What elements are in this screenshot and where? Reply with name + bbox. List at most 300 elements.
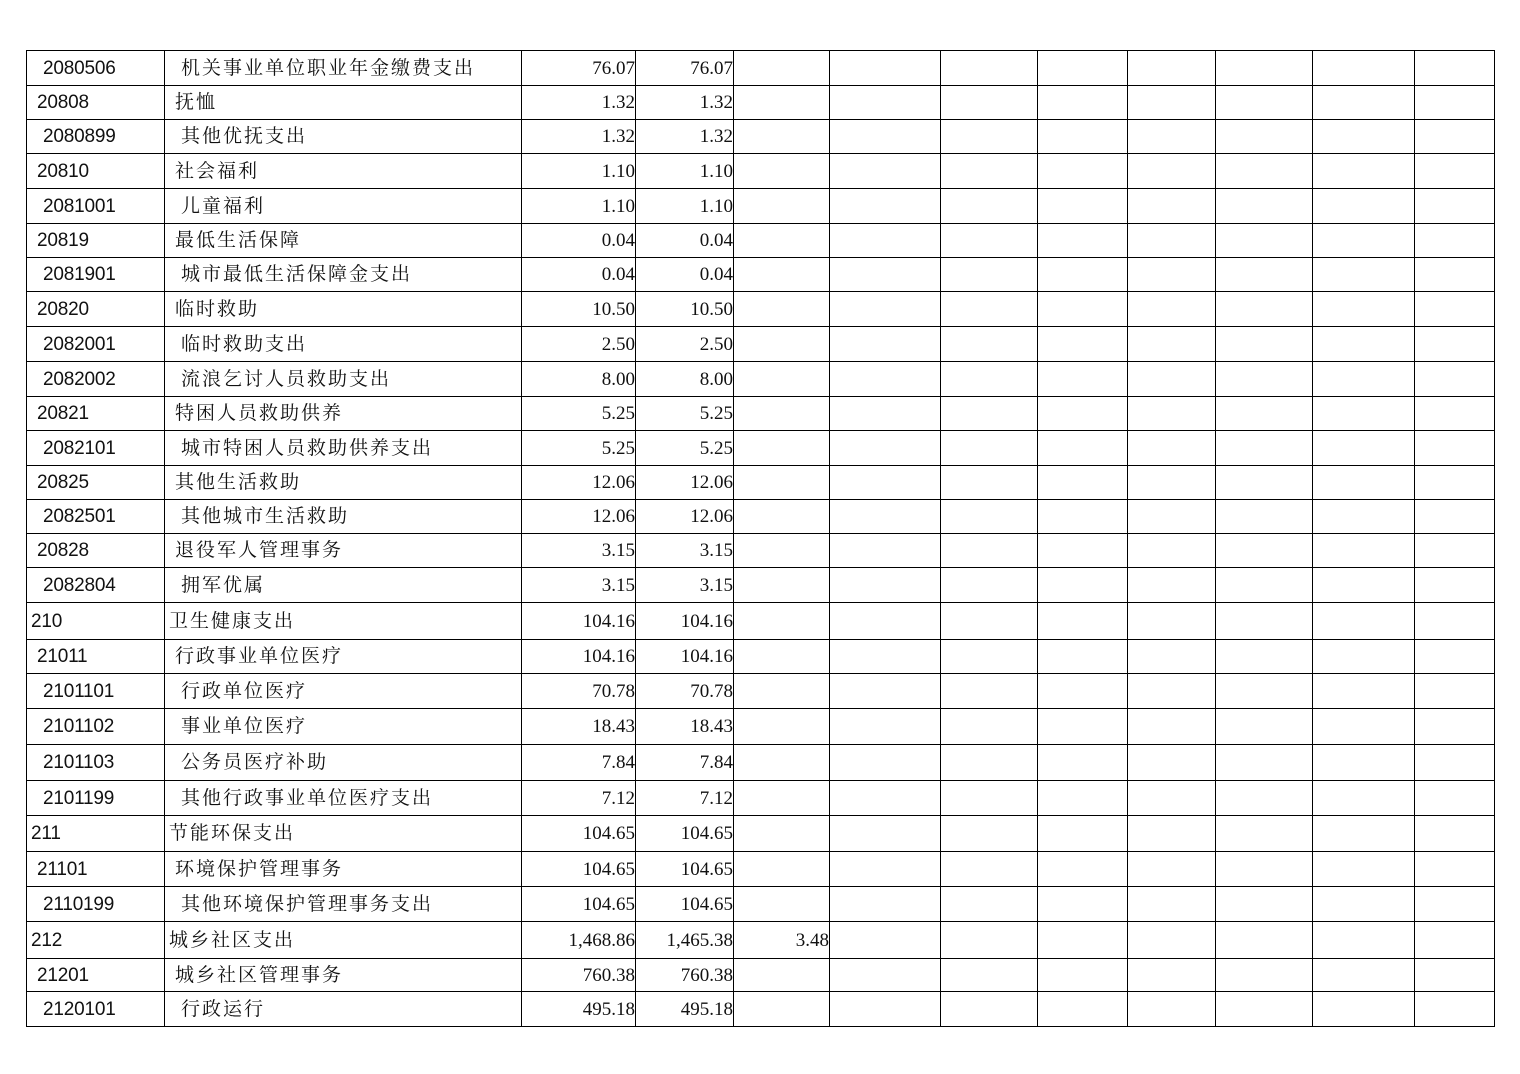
basic-expenditure-cell: 7.84 [636,745,734,781]
empty-cell [1128,431,1216,466]
budget-code-cell: 2080899 [27,120,165,154]
budget-item-name-cell: 拥军优属 [165,568,522,603]
table-row [27,640,1495,674]
empty-cell [941,887,1038,922]
empty-cell [1128,781,1216,816]
budget-item-name-cell: 退役军人管理事务 [165,534,522,568]
empty-cell [1415,922,1495,959]
budget-item-name-cell: 最低生活保障 [165,224,522,258]
empty-cell [1313,887,1415,922]
empty-cell [1415,327,1495,362]
table-row [27,745,1495,781]
empty-cell [1038,292,1128,327]
empty-cell [941,397,1038,431]
budget-code-cell: 2082001 [27,327,165,362]
empty-cell [830,189,941,224]
empty-cell [1415,189,1495,224]
total-amount-cell: 495.18 [522,992,636,1027]
budget-code-cell: 2081001 [27,189,165,224]
basic-expenditure-cell: 3.15 [636,534,734,568]
total-amount-cell: 5.25 [522,397,636,431]
empty-cell [830,258,941,292]
basic-expenditure-cell: 5.25 [636,431,734,466]
budget-item-name-cell: 社会福利 [165,154,522,189]
empty-cell [1415,431,1495,466]
empty-cell [1038,154,1128,189]
table-row [27,431,1495,466]
project-expenditure-cell [734,292,830,327]
empty-cell [1415,959,1495,992]
empty-cell [1313,500,1415,534]
total-amount-cell: 104.65 [522,816,636,852]
empty-cell [1415,640,1495,674]
empty-cell [830,86,941,120]
table-row [27,292,1495,327]
empty-cell [1313,640,1415,674]
budget-code-cell: 21101 [27,852,165,887]
empty-cell [1038,781,1128,816]
empty-cell [830,568,941,603]
project-expenditure-cell [734,534,830,568]
project-expenditure-cell [734,887,830,922]
table-row [27,327,1495,362]
empty-cell [1128,640,1216,674]
table-row [27,992,1495,1027]
table-row [27,887,1495,922]
empty-cell [1128,224,1216,258]
project-expenditure-cell [734,431,830,466]
table-row [27,86,1495,120]
table-row [27,466,1495,500]
basic-expenditure-cell: 8.00 [636,362,734,397]
empty-cell [1128,816,1216,852]
empty-cell [1415,992,1495,1027]
empty-cell [941,327,1038,362]
project-expenditure-cell [734,224,830,258]
empty-cell [1313,992,1415,1027]
empty-cell [1313,816,1415,852]
empty-cell [941,922,1038,959]
table-row [27,568,1495,603]
total-amount-cell: 104.65 [522,852,636,887]
total-amount-cell: 1.32 [522,86,636,120]
table-row [27,258,1495,292]
budget-code-cell: 2110199 [27,887,165,922]
empty-cell [1216,189,1313,224]
empty-cell [830,362,941,397]
table-row [27,154,1495,189]
empty-cell [1038,959,1128,992]
project-expenditure-cell [734,258,830,292]
budget-code-cell: 211 [27,816,165,852]
total-amount-cell: 12.06 [522,466,636,500]
budget-code-cell: 2082804 [27,568,165,603]
empty-cell [1038,816,1128,852]
empty-cell [941,292,1038,327]
empty-cell [1216,887,1313,922]
table-row [27,603,1495,640]
table-row [27,816,1495,852]
project-expenditure-cell [734,674,830,709]
empty-cell [1038,852,1128,887]
budget-code-cell: 2081901 [27,258,165,292]
budget-code-cell: 20808 [27,86,165,120]
empty-cell [830,51,941,86]
budget-item-name-cell: 特困人员救助供养 [165,397,522,431]
table-row [27,534,1495,568]
empty-cell [1128,959,1216,992]
empty-cell [1128,327,1216,362]
empty-cell [1038,431,1128,466]
basic-expenditure-cell: 104.65 [636,887,734,922]
total-amount-cell: 2.50 [522,327,636,362]
budget-code-cell: 2120101 [27,992,165,1027]
budget-item-name-cell: 流浪乞讨人员救助支出 [165,362,522,397]
empty-cell [941,816,1038,852]
total-amount-cell: 7.84 [522,745,636,781]
basic-expenditure-cell: 495.18 [636,992,734,1027]
empty-cell [830,431,941,466]
budget-code-cell: 20810 [27,154,165,189]
empty-cell [1128,500,1216,534]
empty-cell [830,120,941,154]
empty-cell [1313,534,1415,568]
empty-cell [1038,745,1128,781]
empty-cell [1415,887,1495,922]
empty-cell [830,534,941,568]
project-expenditure-cell [734,120,830,154]
empty-cell [1216,224,1313,258]
empty-cell [1415,292,1495,327]
empty-cell [1038,189,1128,224]
budget-item-name-cell: 城市特困人员救助供养支出 [165,431,522,466]
budget-code-cell: 2080506 [27,51,165,86]
budget-code-cell: 2082002 [27,362,165,397]
empty-cell [1038,86,1128,120]
project-expenditure-cell [734,154,830,189]
empty-cell [1128,397,1216,431]
empty-cell [1313,86,1415,120]
empty-cell [1216,603,1313,640]
empty-cell [830,709,941,745]
empty-cell [830,640,941,674]
budget-code-cell: 2101102 [27,709,165,745]
project-expenditure-cell [734,640,830,674]
empty-cell [941,674,1038,709]
budget-item-name-cell: 事业单位医疗 [165,709,522,745]
basic-expenditure-cell: 1.10 [636,189,734,224]
empty-cell [830,816,941,852]
empty-cell [830,992,941,1027]
table-row [27,362,1495,397]
table-row [27,781,1495,816]
total-amount-cell: 76.07 [522,51,636,86]
total-amount-cell: 8.00 [522,362,636,397]
total-amount-cell: 3.15 [522,534,636,568]
empty-cell [941,189,1038,224]
budget-item-name-cell: 机关事业单位职业年金缴费支出 [165,51,522,86]
empty-cell [830,781,941,816]
empty-cell [941,781,1038,816]
empty-cell [1313,745,1415,781]
empty-cell [1038,466,1128,500]
empty-cell [1038,534,1128,568]
budget-item-name-cell: 环境保护管理事务 [165,852,522,887]
project-expenditure-cell [734,362,830,397]
empty-cell [1313,709,1415,745]
empty-cell [1038,51,1128,86]
empty-cell [1415,534,1495,568]
empty-cell [830,887,941,922]
empty-cell [1128,466,1216,500]
empty-cell [941,258,1038,292]
table-row [27,224,1495,258]
project-expenditure-cell [734,959,830,992]
empty-cell [1216,258,1313,292]
basic-expenditure-cell: 1.32 [636,86,734,120]
project-expenditure-cell [734,466,830,500]
empty-cell [1038,362,1128,397]
basic-expenditure-cell: 760.38 [636,959,734,992]
budget-code-cell: 2082101 [27,431,165,466]
empty-cell [830,745,941,781]
empty-cell [1038,500,1128,534]
empty-cell [1415,745,1495,781]
empty-cell [830,922,941,959]
basic-expenditure-cell: 0.04 [636,258,734,292]
budget-item-name-cell: 城乡社区支出 [165,922,522,959]
total-amount-cell: 0.04 [522,224,636,258]
empty-cell [1216,959,1313,992]
empty-cell [1038,992,1128,1027]
budget-item-name-cell: 公务员医疗补助 [165,745,522,781]
empty-cell [1216,745,1313,781]
project-expenditure-cell [734,603,830,640]
empty-cell [1415,154,1495,189]
project-expenditure-cell [734,745,830,781]
empty-cell [1128,189,1216,224]
empty-cell [830,292,941,327]
empty-cell [1415,466,1495,500]
empty-cell [1038,258,1128,292]
empty-cell [1415,709,1495,745]
basic-expenditure-cell: 104.16 [636,640,734,674]
empty-cell [1313,327,1415,362]
empty-cell [1313,362,1415,397]
empty-cell [1128,292,1216,327]
budget-item-name-cell: 抚恤 [165,86,522,120]
basic-expenditure-cell: 76.07 [636,51,734,86]
budget-item-name-cell: 其他环境保护管理事务支出 [165,887,522,922]
empty-cell [1038,887,1128,922]
empty-cell [1313,189,1415,224]
empty-cell [1128,568,1216,603]
total-amount-cell: 18.43 [522,709,636,745]
empty-cell [1216,431,1313,466]
total-amount-cell: 760.38 [522,959,636,992]
empty-cell [1313,258,1415,292]
empty-cell [1216,327,1313,362]
empty-cell [1415,51,1495,86]
table-row [27,922,1495,959]
empty-cell [830,500,941,534]
empty-cell [1216,709,1313,745]
empty-cell [1038,640,1128,674]
empty-cell [1128,154,1216,189]
empty-cell [1216,534,1313,568]
total-amount-cell: 12.06 [522,500,636,534]
empty-cell [1128,922,1216,959]
basic-expenditure-cell: 70.78 [636,674,734,709]
empty-cell [941,500,1038,534]
empty-cell [941,154,1038,189]
empty-cell [1415,816,1495,852]
empty-cell [941,640,1038,674]
empty-cell [830,674,941,709]
budget-code-cell: 20819 [27,224,165,258]
empty-cell [1128,603,1216,640]
empty-cell [1313,154,1415,189]
table-body [27,51,1495,1027]
budget-code-cell: 2101199 [27,781,165,816]
empty-cell [1216,674,1313,709]
total-amount-cell: 1,468.86 [522,922,636,959]
basic-expenditure-cell: 5.25 [636,397,734,431]
table-row [27,51,1495,86]
empty-cell [1128,709,1216,745]
empty-cell [1415,120,1495,154]
budget-item-name-cell: 临时救助支出 [165,327,522,362]
table-row [27,120,1495,154]
project-expenditure-cell [734,709,830,745]
budget-expenditure-table [26,50,1495,1027]
empty-cell [1313,922,1415,959]
basic-expenditure-cell: 18.43 [636,709,734,745]
empty-cell [1216,362,1313,397]
project-expenditure-cell [734,189,830,224]
empty-cell [1216,397,1313,431]
empty-cell [1038,603,1128,640]
total-amount-cell: 5.25 [522,431,636,466]
project-expenditure-cell [734,568,830,603]
empty-cell [1313,120,1415,154]
empty-cell [1313,224,1415,258]
project-expenditure-cell [734,397,830,431]
budget-item-name-cell: 其他行政事业单位医疗支出 [165,781,522,816]
total-amount-cell: 1.10 [522,189,636,224]
empty-cell [1038,922,1128,959]
empty-cell [1216,816,1313,852]
empty-cell [941,709,1038,745]
basic-expenditure-cell: 0.04 [636,224,734,258]
empty-cell [1216,992,1313,1027]
budget-code-cell: 2101101 [27,674,165,709]
empty-cell [1313,603,1415,640]
project-expenditure-cell [734,51,830,86]
empty-cell [1415,224,1495,258]
empty-cell [1313,781,1415,816]
basic-expenditure-cell: 7.12 [636,781,734,816]
empty-cell [941,534,1038,568]
empty-cell [1216,466,1313,500]
empty-cell [1216,154,1313,189]
empty-cell [1415,852,1495,887]
empty-cell [1128,887,1216,922]
empty-cell [1128,992,1216,1027]
budget-code-cell: 20825 [27,466,165,500]
basic-expenditure-cell: 1,465.38 [636,922,734,959]
empty-cell [1038,568,1128,603]
empty-cell [1415,362,1495,397]
total-amount-cell: 1.10 [522,154,636,189]
budget-item-name-cell: 城市最低生活保障金支出 [165,258,522,292]
empty-cell [1216,292,1313,327]
total-amount-cell: 104.16 [522,640,636,674]
empty-cell [1216,781,1313,816]
budget-item-name-cell: 行政事业单位医疗 [165,640,522,674]
empty-cell [1038,224,1128,258]
total-amount-cell: 3.15 [522,568,636,603]
empty-cell [830,603,941,640]
empty-cell [941,603,1038,640]
empty-cell [1128,362,1216,397]
empty-cell [941,959,1038,992]
empty-cell [1128,852,1216,887]
empty-cell [1216,852,1313,887]
empty-cell [1038,674,1128,709]
empty-cell [1216,120,1313,154]
empty-cell [941,86,1038,120]
basic-expenditure-cell: 3.15 [636,568,734,603]
budget-code-cell: 210 [27,603,165,640]
empty-cell [1128,258,1216,292]
empty-cell [1415,86,1495,120]
budget-code-cell: 212 [27,922,165,959]
empty-cell [1415,568,1495,603]
total-amount-cell: 104.65 [522,887,636,922]
empty-cell [1415,781,1495,816]
project-expenditure-cell [734,327,830,362]
empty-cell [830,852,941,887]
empty-cell [1313,466,1415,500]
total-amount-cell: 1.32 [522,120,636,154]
empty-cell [1128,86,1216,120]
empty-cell [1313,852,1415,887]
empty-cell [1038,709,1128,745]
empty-cell [1216,568,1313,603]
table-row [27,189,1495,224]
budget-item-name-cell: 城乡社区管理事务 [165,959,522,992]
budget-item-name-cell: 节能环保支出 [165,816,522,852]
total-amount-cell: 0.04 [522,258,636,292]
budget-item-name-cell: 其他优抚支出 [165,120,522,154]
basic-expenditure-cell: 2.50 [636,327,734,362]
basic-expenditure-cell: 12.06 [636,466,734,500]
basic-expenditure-cell: 10.50 [636,292,734,327]
table-row [27,852,1495,887]
empty-cell [941,568,1038,603]
empty-cell [1415,500,1495,534]
empty-cell [830,466,941,500]
project-expenditure-cell [734,816,830,852]
empty-cell [1216,640,1313,674]
empty-cell [1128,51,1216,86]
table-row [27,709,1495,745]
table-row [27,500,1495,534]
empty-cell [941,466,1038,500]
empty-cell [1313,431,1415,466]
empty-cell [1216,922,1313,959]
